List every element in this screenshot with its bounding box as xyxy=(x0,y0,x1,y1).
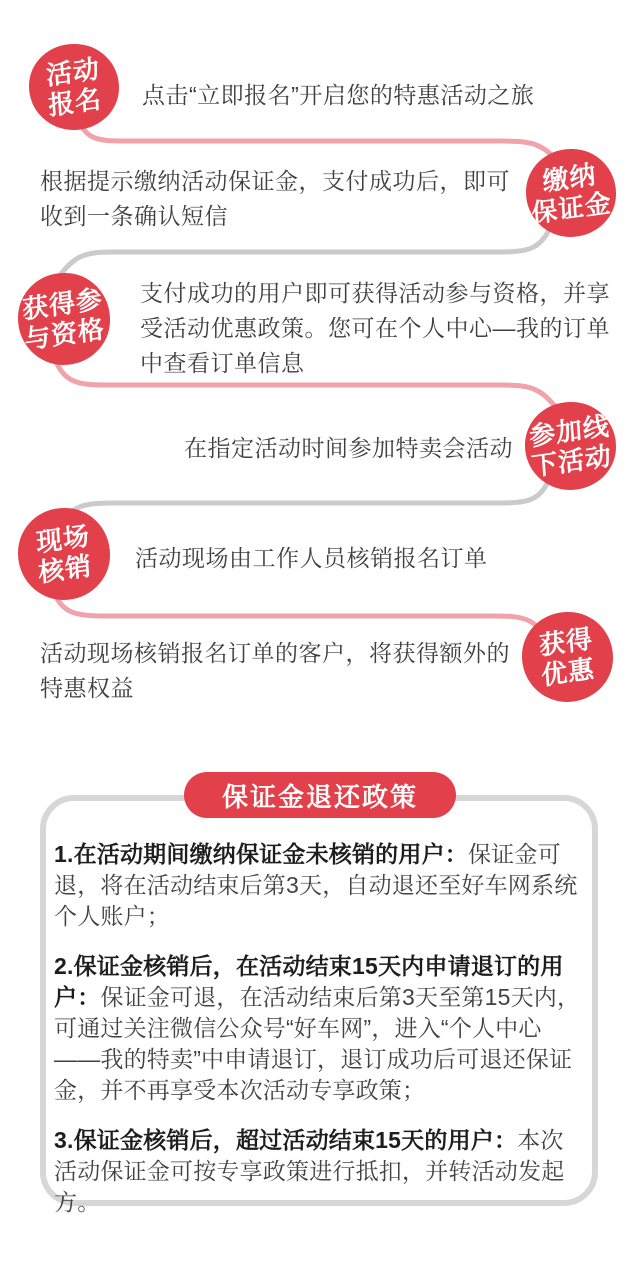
policy-item-2 xyxy=(54,951,584,1106)
policy-item-3-body: 本次活动保证金可按专享政策进行抵扣，并转活动发起方。 xyxy=(54,1127,565,1215)
deposit-refund-policy-box xyxy=(40,795,598,1215)
step-badge-signup xyxy=(29,44,119,130)
policy-item-3-lead: 3.保证金核销后，超过活动结束15天的用户： xyxy=(54,1127,518,1153)
step-badge-qualification xyxy=(18,273,110,365)
policy-item-1 xyxy=(54,839,584,932)
step-description-onsite-verify: 活动现场由工作人员核销报名订单 xyxy=(135,545,488,571)
connector-1-pink xyxy=(78,118,560,164)
step-badge-onsite-verify-label: 现场 核销 xyxy=(35,520,93,588)
step-description-signup: 点击“立即报名”开启您的特惠活动之旅 xyxy=(142,82,535,108)
step-badge-pay-deposit xyxy=(526,149,616,237)
step-badge-get-discount-label: 获得 优惠 xyxy=(538,623,597,691)
connector-2-gray xyxy=(58,228,550,278)
policy-item-2-lead: 2.保证金核销后，在活动结束15天内申请退订的用户： xyxy=(54,953,564,1010)
policy-item-3 xyxy=(54,1125,584,1218)
step-badge-attend-offline xyxy=(525,402,616,490)
policy-title: 保证金退还政策 xyxy=(221,781,418,812)
step-badge-qualification-label: 获得参 与资格 xyxy=(21,283,107,355)
step-badge-pay-deposit-label: 缴纳 保证金 xyxy=(530,159,614,229)
step-badge-get-discount xyxy=(522,612,613,702)
step-badge-attend-offline-label: 参加线 下活动 xyxy=(528,410,613,482)
step-description-qualification: 支付成功的用户即可获得活动参与资格，并享受活动优惠政策。您可在个人中心—我的订单中查看订单信息 xyxy=(140,280,610,376)
step-badge-onsite-verify xyxy=(18,508,110,600)
step-badge-signup-label: 活动 报名 xyxy=(45,53,103,121)
step-description-get-discount: 活动现场核销报名订单的客户，将获得额外的特惠权益 xyxy=(40,640,510,701)
policy-title-pill xyxy=(184,772,456,818)
policy-item-1-body: 保证金可退，将在活动结束后第3天，自动退还至好车网系统个人账户； xyxy=(54,841,578,929)
step-description-pay-deposit: 根据提示缴纳活动保证金，支付成功后，即可收到一条确认短信 xyxy=(40,168,510,229)
policy-item-1-lead: 1.在活动期间缴纳保证金未核销的用户： xyxy=(54,841,468,867)
step-description-attend-offline: 在指定活动时间参加特卖会活动 xyxy=(184,435,513,461)
connector-4-gray xyxy=(60,482,548,522)
connector-5-pink xyxy=(54,592,550,642)
policy-item-2-body: 保证金可退，在活动结束后第3天至第15天内，可通过关注微信公众号“好车网”，进入“个人中心——我的特卖”中申请退订，退订成功后可退还保证金，并不再享受本次活动专享政策； xyxy=(54,984,581,1103)
